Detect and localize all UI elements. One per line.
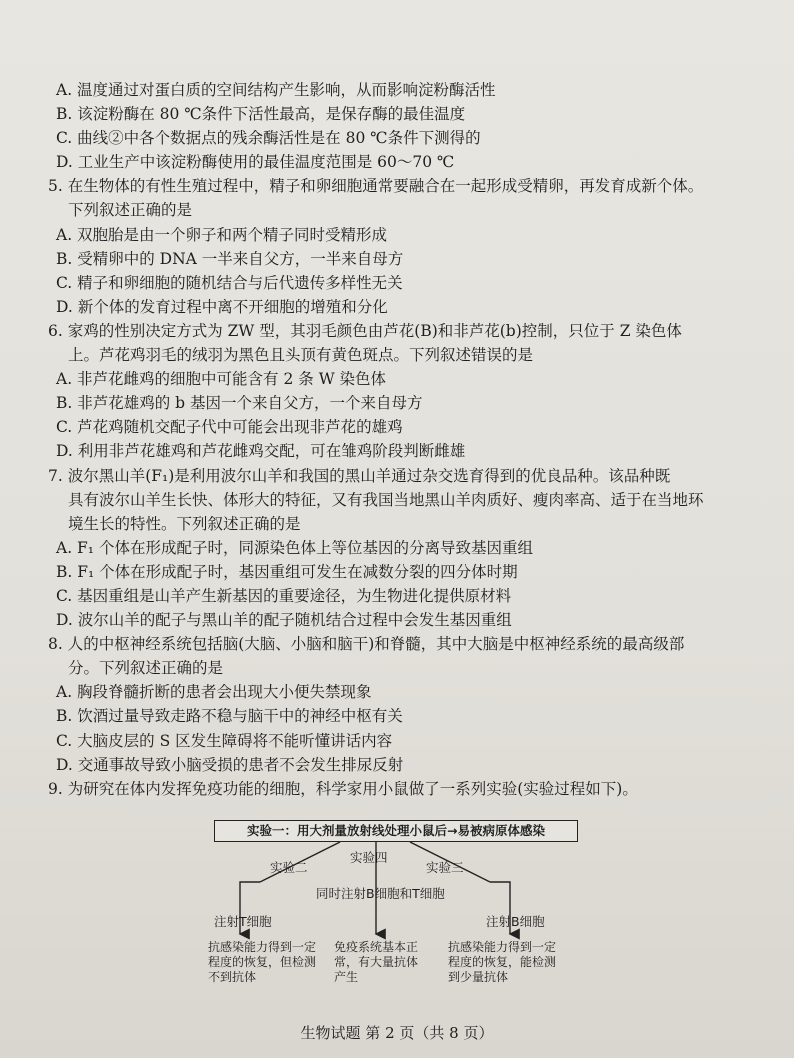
text-line: 具有波尔山羊生长快、体形大的特征，又有我国当地黑山羊肉质好、瘦肉率高、适于在当地环 xyxy=(68,490,704,509)
text-line: A. 非芦花雌鸡的细胞中可能含有 2 条 W 染色体 xyxy=(56,370,387,389)
experiment-three-label: 实验三 xyxy=(426,860,464,875)
result-left: 抗感染能力得到一定程度的恢复，但检测不到抗体 xyxy=(208,940,317,984)
text-line: A. F₁ 个体在形成配子时，同源染色体上等位基因的分离导致基因重组 xyxy=(56,538,533,557)
text-line: 境生长的特性。下列叙述正确的是 xyxy=(68,514,301,533)
text-line: B. F₁ 个体在形成配子时，基因重组可发生在减数分裂的四分体时期 xyxy=(56,562,518,581)
text-line: 7. 波尔黑山羊(F₁)是利用波尔山羊和我国的黑山羊通过杂交选育得到的优良品种。该品种既 xyxy=(48,466,671,485)
question-text xyxy=(40,78,760,801)
text-line: D. 新个体的发育过程中离不开细胞的增殖和分化 xyxy=(56,297,388,316)
text-line: B. 饮酒过量导致走路不稳与脑干中的神经中枢有关 xyxy=(56,707,403,726)
text-line: 5. 在生物体的有性生殖过程中，精子和卵细胞通常要融合在一起形成受精卵，再发育成新个体。 xyxy=(48,177,704,196)
text-line: B. 该淀粉酶在 80 ℃条件下活性最高，是保存酶的最佳温度 xyxy=(56,105,466,124)
text-line: 上。芦花鸡羽毛的绒羽为黑色且头顶有黄色斑点。下列叙述错误的是 xyxy=(68,346,534,365)
text-line: B. 受精卵中的 DNA 一半来自父方，一半来自母方 xyxy=(56,249,404,268)
text-line: A. 双胞胎是由一个卵子和两个精子同时受精形成 xyxy=(56,225,388,244)
experiment-one-box: 实验一：用大剂量放射线处理小鼠后→易被病原体感染 xyxy=(214,820,578,842)
text-line: A. 温度通过对蛋白质的空间结构产生影响，从而影响淀粉酶活性 xyxy=(56,81,496,99)
text-line: C. 芦花鸡随机交配子代中可能会出现非芦花的雄鸡 xyxy=(56,418,403,437)
experiment-two-treatment: 注射T细胞 xyxy=(214,914,272,929)
text-line: 分。下列叙述正确的是 xyxy=(68,659,224,678)
text-line: C. 精子和卵细胞的随机结合与后代遗传多样性无关 xyxy=(56,273,403,292)
text-line: 下列叙述正确的是 xyxy=(68,201,193,220)
experiment-two-label: 实验二 xyxy=(270,860,308,875)
experiment-four-treatment: 同时注射B细胞和T细胞 xyxy=(316,886,445,901)
experiment-three-treatment: 注射B细胞 xyxy=(486,914,545,929)
text-line: D. 波尔山羊的配子与黑山羊的配子随机结合过程中会发生基因重组 xyxy=(56,611,512,630)
page-footer: 生物试题 第 2 页（共 8 页） xyxy=(300,1024,494,1042)
text-line: A. 胸段脊髓折断的患者会出现大小便失禁现象 xyxy=(56,683,372,702)
text-line: B. 非芦花雄鸡的 b 基因一个来自父方，一个来自母方 xyxy=(56,394,423,413)
text-line: 9. 为研究在体内发挥免疫功能的细胞，科学家用小鼠做了一系列实验(实验过程如下)。 xyxy=(48,779,638,798)
text-line: D. 利用非芦花雄鸡和芦花雌鸡交配，可在雏鸡阶段判断雌雄 xyxy=(56,442,466,461)
text-line: C. 基因重组是山羊产生新基因的重要途径，为生物进化提供原材料 xyxy=(56,586,512,605)
text-line: D. 交通事故导致小脑受损的患者不会发生排尿反射 xyxy=(56,755,404,774)
result-right: 抗感染能力得到一定程度的恢复，能检测到少量抗体 xyxy=(448,940,557,984)
text-line: C. 曲线②中各个数据点的残余酶活性是在 80 ℃条件下测得的 xyxy=(56,129,481,148)
text-line: D. 工业生产中该淀粉酶使用的最佳温度范围是 60～70 ℃ xyxy=(56,153,455,172)
experiment-diagram xyxy=(200,816,600,996)
experiment-four-label: 实验四 xyxy=(350,850,388,865)
result-middle: 免疫系统基本正常，有大量抗体产生 xyxy=(334,940,419,984)
text-line: 8. 人的中枢神经系统包括脑(大脑、小脑和脑干)和脊髓，其中大脑是中枢神经系统的最高级部 xyxy=(48,635,685,654)
text-line: C. 大脑皮层的 S 区发生障碍将不能听懂讲话内容 xyxy=(56,731,393,750)
text-line: 6. 家鸡的性别决定方式为 ZW 型，其羽毛颜色由芦花(B)和非芦花(b)控制，只位于 Z 染色体 xyxy=(48,321,682,340)
